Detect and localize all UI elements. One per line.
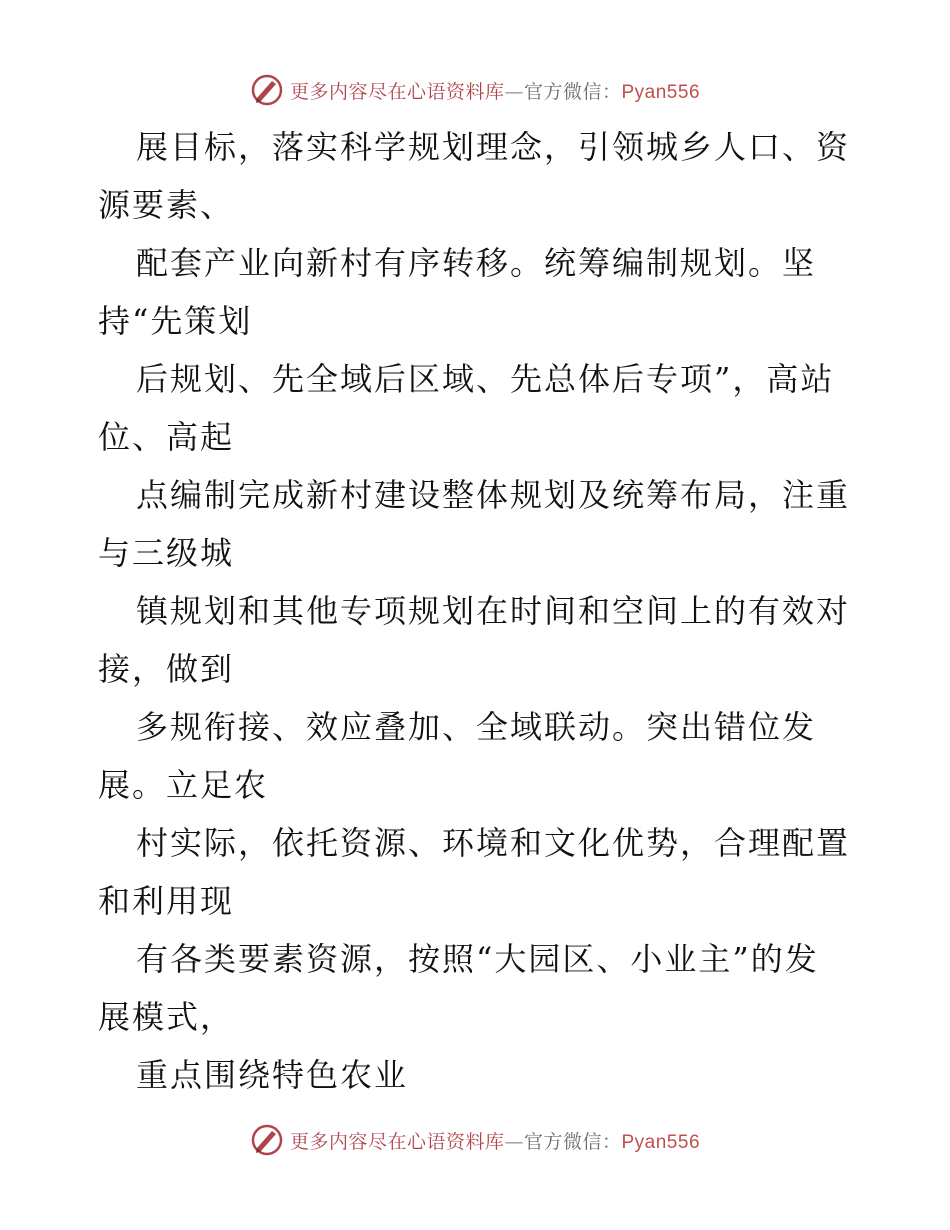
paragraph: 后规划、先全域后区域、先总体后专项”，高站 位、高起 [98, 360, 835, 456]
banner-text: 更多内容尽在心语资料库—官方微信：Pyan556 [289, 80, 701, 103]
paragraph: 展目标，落实科学规划理念，引领城乡人口、资 源要素、 [98, 128, 851, 224]
paragraph: 配套产业向新村有序转移。统筹编制规划。坚 持“先策划 [98, 244, 817, 340]
paragraph: 点编制完成新村建设整体规划及统筹布局，注重 与三级城 [98, 476, 851, 572]
pen-circle-logo-icon [250, 73, 284, 107]
paragraph: 村实际，依托资源、环境和文化优势，合理配置 和利用现 [98, 824, 851, 920]
paragraph: 有各类要素资源，按照“大园区、小业主”的发 展模式， [98, 940, 819, 1036]
banner-text: 更多内容尽在心语资料库—官方微信：Pyan556 [289, 1130, 701, 1153]
paragraph: 多规衔接、效应叠加、全域联动。突出错位发 展。立足农 [98, 708, 817, 804]
header-banner [0, 70, 950, 110]
paragraph: 重点围绕特色农业 [136, 1056, 409, 1094]
footer-banner [0, 1120, 950, 1160]
document-body [98, 118, 858, 1104]
pen-circle-logo-icon [250, 1123, 284, 1157]
paragraph: 镇规划和其他专项规划在时间和空间上的有效对 接，做到 [98, 592, 851, 688]
